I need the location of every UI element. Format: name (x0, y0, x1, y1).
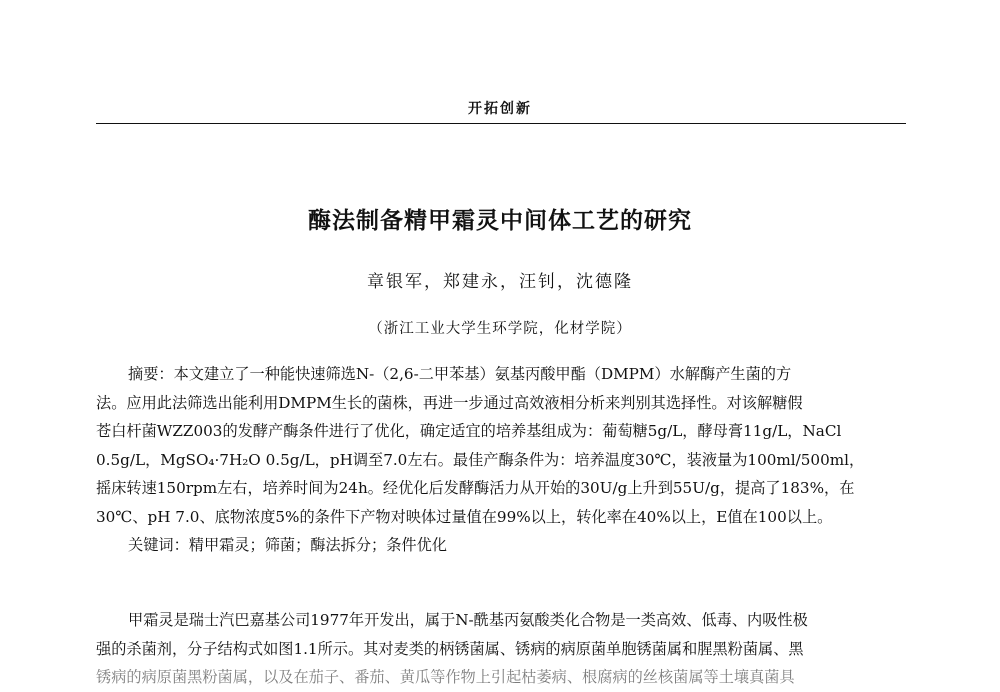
article-affiliation: （浙江工业大学生环学院，化材学院） (368, 321, 632, 337)
intro-line-2: 强的杀菌剂，分子结构式如图1.1所示。其对麦类的柄锈菌属、锈病的病原菌单胞锈菌属和腥黑粉菌属、黑 (96, 639, 804, 658)
abstract-label: 摘要： (128, 365, 174, 383)
keywords-text: 精甲霜灵；筛菌；酶法拆分；条件优化 (188, 536, 447, 554)
abstract-text-1: 本文建立了一种能快速筛选N-（2,6-二甲苯基）氨基丙酸甲酯（DMPM）水解酶产生菌的方 (173, 365, 792, 383)
abstract (96, 360, 908, 560)
abstract-line-4: 0.5g/L，MgSO₄·7H₂O 0.5g/L，pH调至7.0左右。最佳产酶条件为：培养温度30℃，装液量为100ml/500ml， (96, 450, 865, 469)
intro-line-1: 甲霜灵是瑞士汽巴嘉基公司1977年开发出，属于N-酰基丙氨酸类化合物是一类高效、低毒、内吸性极 (128, 611, 808, 629)
intro-paragraph (96, 606, 908, 692)
intro-line-3: 锈病的病原菌黑粉菌属，以及在茄子、番茄、黄瓜等作物上引起枯萎病、根腐病的丝核菌属等土壤真菌具 (96, 668, 795, 686)
running-header: 开拓创新 (468, 101, 532, 117)
header-rule (96, 123, 906, 124)
keywords-line (96, 531, 908, 560)
abstract-line-5: 摇床转速150rpm左右，培养时间为24h。经优化后发酵酶活力从开始的30U/g上升到55U/g，提高了183%，在 (96, 479, 855, 497)
keywords-label: 关键词： (128, 536, 189, 554)
article-title: 酶法制备精甲霜灵中间体工艺的研究 (308, 207, 692, 234)
abstract-line-3: 苍白杆菌WZZ003的发酵产酶条件进行了优化，确定适宜的培养基组成为：葡萄糖5g/L，酵母膏11g/L，NaCl (96, 422, 842, 440)
article-authors: 章银军，郑建永，汪钊，沈德隆 (367, 272, 633, 292)
abstract-line-6: 30℃、pH 7.0、底物浓度5%的条件下产物对映体过量值在99%以上，转化率在40%以上，E值在100以上。 (96, 507, 833, 526)
abstract-line-1 (96, 360, 908, 389)
abstract-line-2: 法。应用此法筛选出能利用DMPM生长的菌株，再进一步通过高效液相分析来判别其选择性。对该解糖假 (96, 393, 803, 412)
